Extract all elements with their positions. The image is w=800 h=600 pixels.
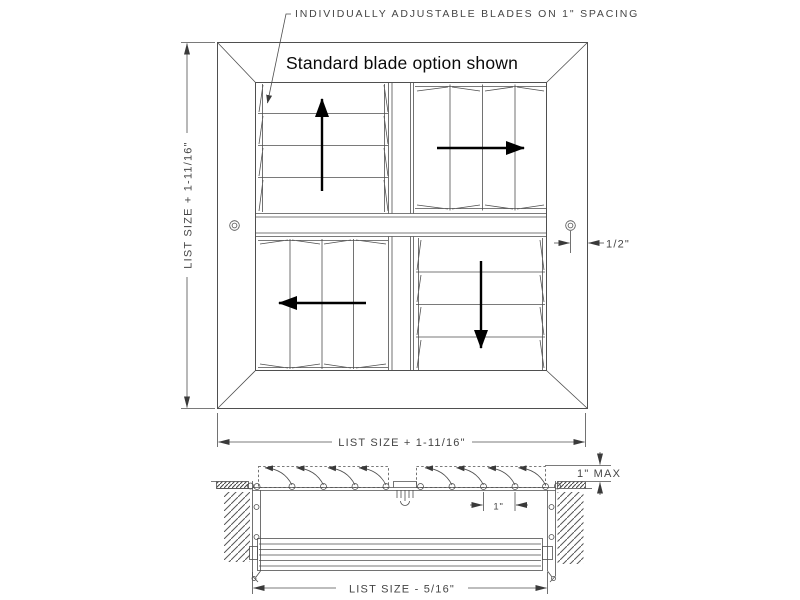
quadrant-bottom-left	[258, 239, 388, 369]
blade-arc	[488, 468, 515, 485]
dimension-projection-text: 1" MAX	[577, 468, 622, 480]
dimension-width	[218, 413, 586, 449]
dimension-blade-spacing	[470, 492, 528, 513]
dimension-hole-offset-text: 1/2"	[606, 238, 630, 251]
dimension-height	[181, 43, 215, 409]
dimension-width-text: LIST SIZE + 1-11/16"	[338, 437, 466, 449]
blade-arc	[328, 468, 355, 485]
quadrant-bottom-right	[416, 238, 545, 370]
quadrant-top-right	[415, 85, 546, 211]
center-bracket	[394, 482, 417, 506]
frame-face-lines	[253, 488, 556, 491]
blade-pivots	[254, 484, 549, 490]
center-cross-divider	[256, 83, 547, 371]
top-view-title: Standard blade option shown	[285, 53, 519, 73]
screw-hole-left	[230, 221, 240, 231]
blade-arc	[519, 468, 546, 485]
dimension-hole-offset	[554, 231, 630, 253]
screw-hole-right	[566, 221, 576, 231]
frame-miter-lines	[218, 43, 588, 409]
top-view	[181, 43, 630, 450]
dimension-section-width	[253, 572, 548, 596]
dimension-blade-spacing-text: 1"	[493, 501, 504, 513]
blade-arc	[297, 468, 324, 485]
damper-bar	[250, 539, 553, 571]
quadrant-top-left	[258, 84, 388, 212]
callout-text: INDIVIDUALLY ADJUSTABLE BLADES ON 1" SPACING	[295, 8, 640, 20]
dimension-section-width-text: LIST SIZE - 5/16"	[348, 583, 456, 596]
blade-arc	[425, 468, 452, 485]
blade-arc	[359, 468, 386, 485]
dimension-height-text: LIST SIZE + 1-11/16"	[182, 141, 195, 269]
inner-frame	[256, 83, 547, 371]
ceiling-left	[211, 482, 252, 563]
blade-arc	[265, 468, 292, 485]
blade-arc	[457, 468, 484, 485]
section-view	[211, 452, 621, 596]
outer-frame	[218, 43, 588, 409]
ceiling-right	[558, 482, 593, 565]
